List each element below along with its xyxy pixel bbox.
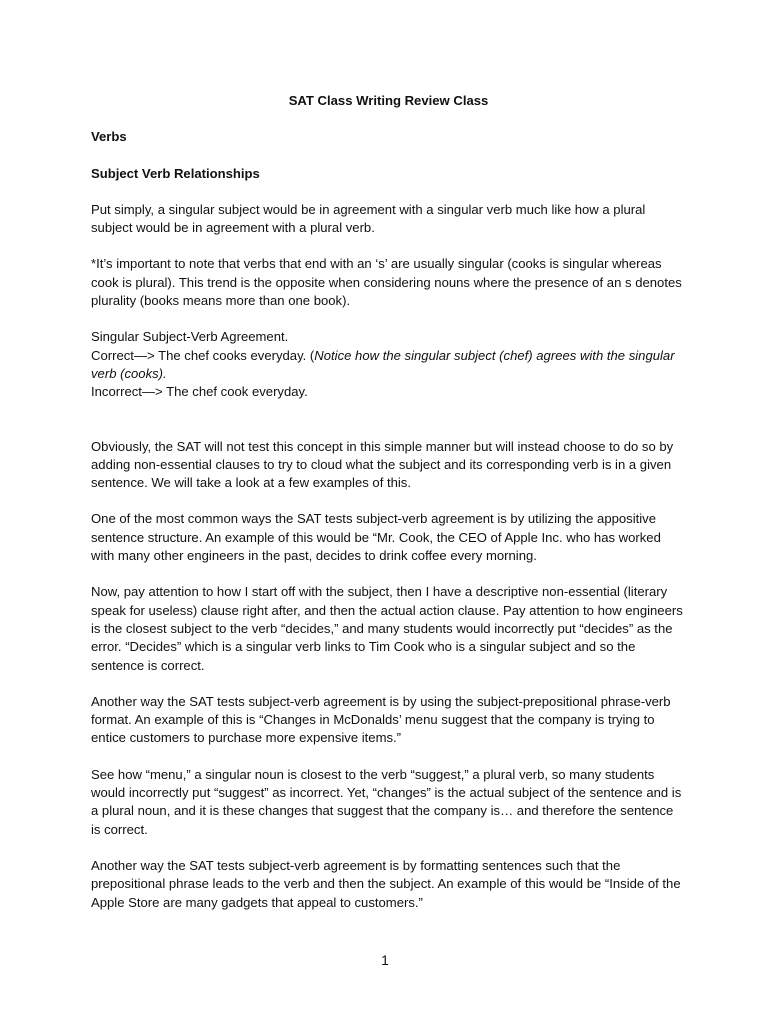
- example-block: [91, 328, 686, 401]
- section-heading: Verbs: [91, 129, 127, 145]
- correct-note: Notice how the singular subject (chef) agrees with the singular verb (cooks).: [91, 347, 675, 381]
- correct-example: [91, 347, 686, 384]
- body-paragraph-6: Another way the SAT tests subject-verb agreement is by formatting sentences such that the prepositional phrase leads to the verb and then the subject. An example of this would be “Inside of the Apple Store are many gadgets that appeal to customers.”: [91, 857, 681, 910]
- body-paragraph-3: Now, pay attention to how I start off with the subject, then I have a descriptive non-essential (literary speak for useless) clause right after, and then the actual action clause. Pay attention to how engineers is the closest subject to the verb “decides,” and many students would incorrectly put “decides” as the error. “Decides” which is a singular verb links to Tim Cook who is a singular subject and so the sentence is correct.: [91, 584, 683, 673]
- example-label: Singular Subject-Verb Agreement.: [91, 329, 289, 345]
- document-title: SAT Class Writing Review Class: [288, 93, 489, 108]
- intro-paragraph: Put simply, a singular subject would be in agreement with a singular verb much like how a plural subject would be in agreement with a plural verb.: [91, 201, 646, 236]
- body-paragraph-1: Obviously, the SAT will not test this concept in this simple manner but will instead choose to do so by adding non-essential clauses to try to cloud what the subject and its corresponding verb is in a given sentence. We will take a look at a few examples of this.: [91, 438, 674, 491]
- page-number: 1: [381, 952, 389, 968]
- body-paragraph-4: Another way the SAT tests subject-verb agreement is by using the subject-prepositional phrase-verb format. An example of this is “Changes in McDonalds’ menu suggest that the company is trying to entice customers to purchase more expensive items.”: [91, 693, 671, 746]
- correct-prefix: Correct—> The chef cooks everyday. (: [91, 347, 315, 363]
- body-paragraph-5: See how “menu,” a singular noun is closest to the verb “suggest,” a plural verb, so many students would incorrectly put “suggest” as incorrect. Yet, “changes” is the actual subject of the sentence and is a plural noun, and it is these changes that suggest that the company is… and therefore the sentence is correct.: [91, 766, 682, 837]
- subsection-heading: Subject Verb Relationships: [91, 165, 260, 181]
- body-paragraph-2: One of the most common ways the SAT tests subject-verb agreement is by utilizing the appositive sentence structure. An example of this would be “Mr. Cook, the CEO of Apple Inc. who has worked with many other engineers in the past, decides to drink coffee every morning.: [91, 511, 661, 564]
- page-content: [91, 92, 686, 930]
- note-paragraph: *It’s important to note that verbs that end with an ‘s’ are usually singular (cooks is singular whereas cook is plural). This trend is the opposite when considering nouns where the presence of an s denotes plurality (books means more than one book).: [91, 256, 682, 309]
- incorrect-example: Incorrect—> The chef cook everyday.: [91, 384, 308, 400]
